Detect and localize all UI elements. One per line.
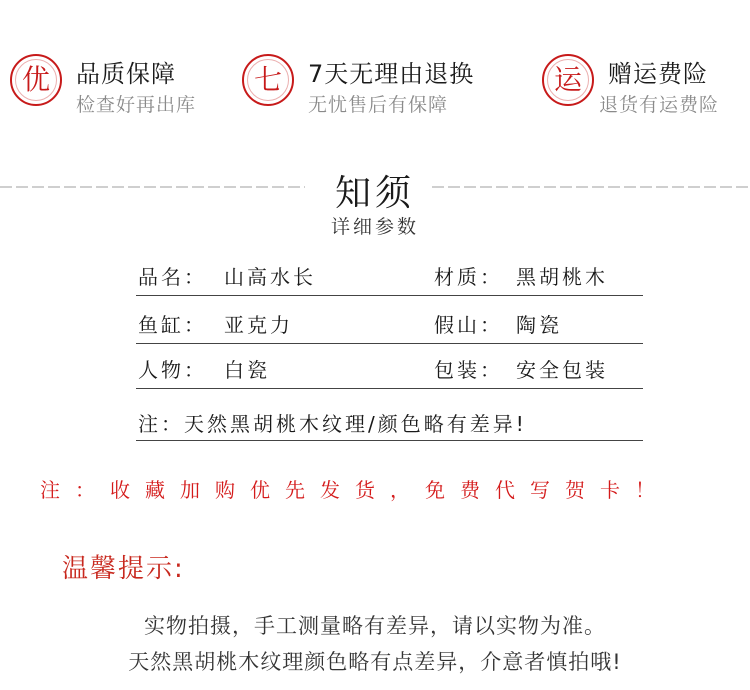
spec-value: 白瓷 xyxy=(224,358,270,382)
badge-quality xyxy=(10,46,230,126)
badge-shipping xyxy=(542,46,747,126)
badge-shipping-title: 赠运费险 xyxy=(608,60,708,88)
spec-value: 陶瓷 xyxy=(516,313,562,337)
tips-title: 温馨提示: xyxy=(62,554,185,584)
spec-value: 山高水长 xyxy=(224,265,316,289)
spec-label: 品名： xyxy=(138,265,207,289)
spec-label: 包装： xyxy=(434,358,503,382)
seven-day-seal-icon: 七 xyxy=(242,54,294,106)
spec-label: 人物： xyxy=(138,358,207,382)
section-subtitle: 详细参数 xyxy=(330,216,419,238)
quality-seal-icon: 优 xyxy=(10,54,62,106)
spec-right xyxy=(434,354,608,383)
tips-line: 天然黑胡桃木纹理颜色略有点差异，介意者慎拍哦! xyxy=(128,650,622,674)
spec-label: 材质： xyxy=(434,265,503,289)
spec-left xyxy=(138,354,270,383)
service-badges xyxy=(0,46,750,126)
spec-right xyxy=(434,309,562,338)
spec-row xyxy=(136,348,643,389)
spec-note: 注：天然黑胡桃木纹理/颜色略有差异! xyxy=(138,412,527,436)
spec-label: 鱼缸： xyxy=(138,313,207,337)
badge-quality-title: 品质保障 xyxy=(76,60,176,88)
shipping-seal-icon: 运 xyxy=(542,54,594,106)
spec-row xyxy=(136,255,643,296)
badge-return-title: 7天无理由退换 xyxy=(308,60,475,88)
badge-return-subtitle: 无忧售后有保障 xyxy=(308,94,449,116)
tips-line: 实物拍摄，手工测量略有差异，请以实物为准。 xyxy=(144,614,606,638)
badge-quality-subtitle: 检查好再出库 xyxy=(76,94,197,116)
promo-note: 注：收藏加购优先发货，免费代写贺卡！ xyxy=(40,478,670,502)
spec-value: 安全包装 xyxy=(516,358,608,382)
spec-left xyxy=(138,261,316,290)
badge-shipping-subtitle: 退货有运费险 xyxy=(599,94,720,116)
spec-value: 黑胡桃木 xyxy=(516,265,608,289)
spec-right xyxy=(434,261,608,290)
spec-value: 亚克力 xyxy=(224,313,293,337)
spec-label: 假山： xyxy=(434,313,503,337)
spec-left xyxy=(138,309,293,338)
badge-return xyxy=(242,46,532,126)
section-title: 知须 xyxy=(334,173,415,214)
spec-note-row xyxy=(136,400,643,441)
spec-row xyxy=(136,303,643,344)
